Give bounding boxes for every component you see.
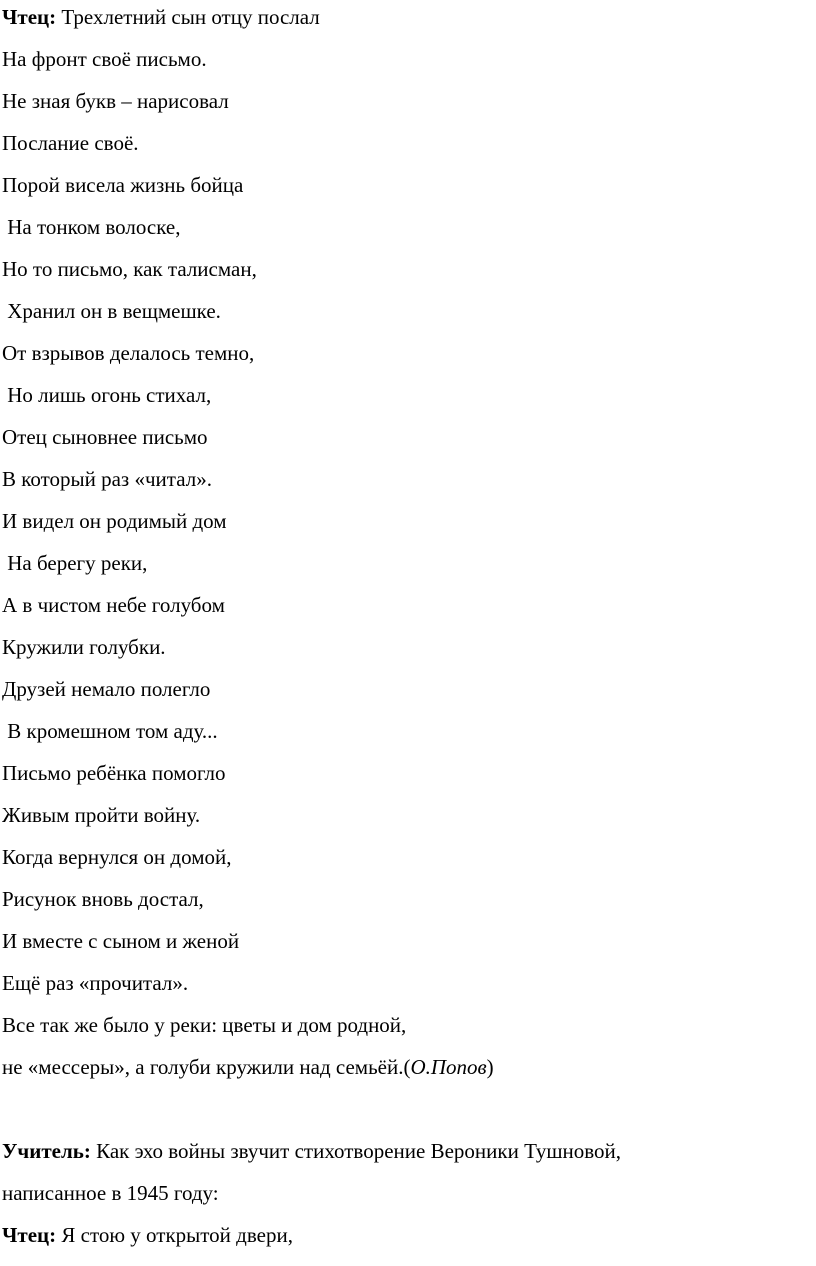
poem-line-18: В кромешном том аду... [2,719,218,743]
teacher-line-1 [2,1138,621,1164]
poem-line-13: И видел он родимый дом [2,509,227,533]
poem-line-5: Порой висела жизнь бойца [2,173,244,197]
poem-line-8: Хранил он в вещмешке. [2,299,221,323]
poem-line-10: Но лишь огонь стихал, [2,383,212,407]
poem-line-2: На фронт своё письмо. [2,47,207,71]
poem-line-15: А в чистом небе голубом [2,593,225,617]
poem-line-22: Рисунок вновь достал, [2,887,204,911]
poem2-line-text: Я стою у открытой двери, [56,1223,293,1247]
poem-line-7: Но то письмо, как талисман, [2,257,257,281]
poem-line-17: Друзей немало полегло [2,677,211,701]
poem-line-20: Живым пройти войну. [2,803,201,827]
speaker-label: Учитель: [2,1139,91,1163]
closing-paren: ) [486,1055,494,1079]
poem-line-21: Когда вернулся он домой, [2,845,232,869]
poem-line-25: Все так же было у реки: цветы и дом родной, [2,1013,407,1037]
poem-line-12: В который раз «читал». [2,467,212,491]
poem-line-9: От взрывов делалось темно, [2,341,255,365]
speaker-label: Чтец: [2,5,57,29]
poem-last-line-text: не «мессеры», а голуби кружили над семьёй.( [2,1055,411,1079]
teacher-line-2: написанное в 1945 году: [2,1181,219,1205]
poem-line-26 [2,1054,494,1080]
poem-line-16: Кружили голубки. [2,635,166,659]
poem-line-14: На берегу реки, [2,551,148,575]
poem-line-3: Не зная букв – нарисовал [2,89,229,113]
teacher-text: Как эхо войны звучит стихотворение Вероники Тушновой, [90,1139,622,1163]
poem2-line-1 [2,1222,293,1248]
poem-line-19: Письмо ребёнка помогло [2,761,226,785]
author-name: О.Попов [410,1055,487,1079]
speaker-label: Чтец: [2,1223,57,1247]
poem-line-4: Послание своё. [2,131,139,155]
poem-line-23: И вместе с сыном и женой [2,929,240,953]
poem-line-1 [2,4,320,30]
poem-line-text: Трехлетний сын отцу послал [56,5,320,29]
poem-line-11: Отец сыновнее письмо [2,425,208,449]
poem-line-6: На тонком волоске, [2,215,181,239]
poem-line-24: Ещё раз «прочитал». [2,971,189,995]
